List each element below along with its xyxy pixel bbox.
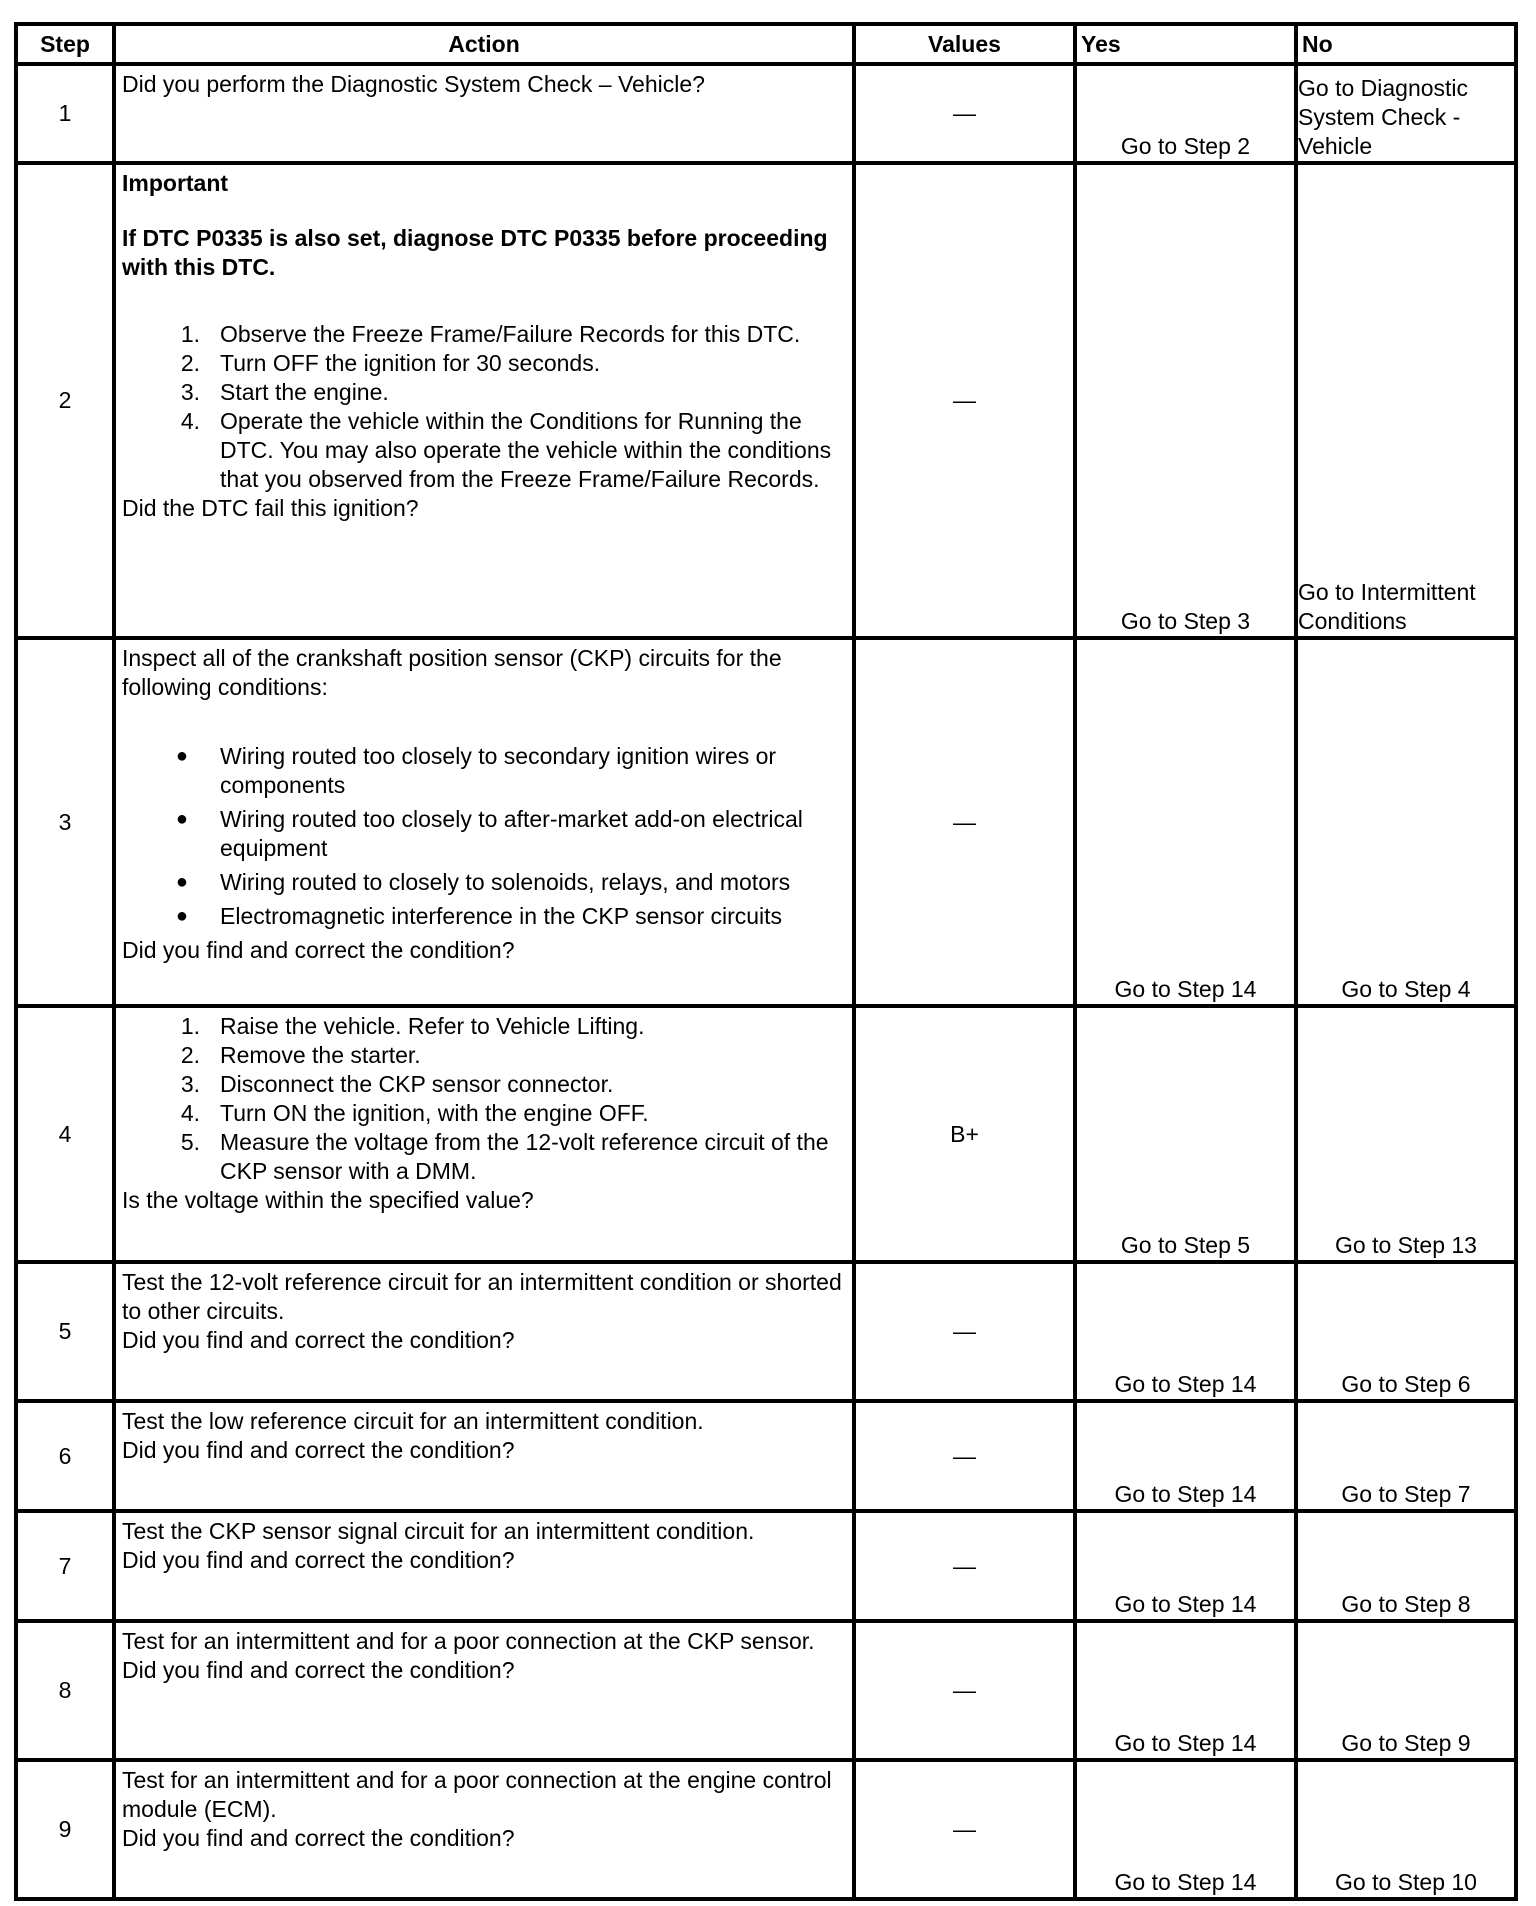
action-cell: [114, 1401, 854, 1511]
list-item: 4. Operate the vehicle within the Conditions for Running the DTC. You may also operate the vehicle within the conditions that you observed from the Freeze Frame/Failure Records.: [180, 408, 832, 492]
action-cell: [114, 1760, 854, 1899]
yes-cell: Go to Step 2: [1075, 64, 1296, 163]
header-no: No: [1296, 24, 1516, 64]
step-number: 9: [16, 1760, 114, 1899]
bullet-icon: ●: [175, 808, 188, 830]
action-intro: Test for an intermittent and for a poor connection at the CKP sensor.: [122, 1628, 815, 1654]
header-step: Step: [16, 24, 114, 64]
action-intro: Test the CKP sensor signal circuit for an intermittent condition.: [122, 1518, 755, 1544]
value-cell: B+: [854, 1006, 1075, 1262]
action-cell: [114, 638, 854, 1006]
header-values: Values: [854, 24, 1075, 64]
no-cell: Go to Step 4: [1296, 638, 1516, 1006]
list-item: ● Wiring routed to closely to solenoids, relays, and motors: [122, 868, 846, 897]
list-item: 4. Turn ON the ignition, with the engine OFF.: [180, 1100, 649, 1126]
action-intro: Test for an intermittent and for a poor connection at the engine control module (ECM).: [122, 1767, 832, 1822]
yes-cell: Go to Step 14: [1075, 1760, 1296, 1899]
step-number: 6: [16, 1401, 114, 1511]
value-cell: —: [854, 1621, 1075, 1760]
step-number: 2: [16, 163, 114, 638]
step-number: 1: [16, 64, 114, 163]
yes-cell: Go to Step 14: [1075, 1621, 1296, 1760]
value-cell: —: [854, 638, 1075, 1006]
no-cell: Go to Diagnostic System Check - Vehicle: [1296, 64, 1516, 163]
value-cell: —: [854, 1511, 1075, 1621]
table-row: [16, 1760, 1516, 1899]
list-item: 2. Turn OFF the ignition for 30 seconds.: [180, 350, 601, 376]
no-cell: Go to Step 8: [1296, 1511, 1516, 1621]
condition-list: [122, 742, 846, 931]
step-number: 5: [16, 1262, 114, 1401]
table-row: [16, 1262, 1516, 1401]
diagnostic-table: [14, 22, 1518, 1901]
step-list: [122, 1012, 846, 1186]
important-label: Important: [122, 170, 229, 196]
list-item: ● Wiring routed too closely to after-market add-on electrical equipment: [122, 805, 846, 863]
value-cell: —: [854, 1262, 1075, 1401]
action-text: Did you perform the Diagnostic System Check – Vehicle?: [122, 71, 705, 97]
question-text: Is the voltage within the specified value?: [122, 1187, 534, 1213]
header-yes: Yes: [1075, 24, 1296, 64]
list-item: 2. Remove the starter.: [180, 1042, 421, 1068]
no-cell: Go to Step 13: [1296, 1006, 1516, 1262]
no-cell: Go to Step 9: [1296, 1621, 1516, 1760]
step-number: 7: [16, 1511, 114, 1621]
no-cell: Go to Step 7: [1296, 1401, 1516, 1511]
action-cell: [114, 1262, 854, 1401]
list-item: 1. Raise the vehicle. Refer to Vehicle Lifting.: [180, 1013, 645, 1039]
value-cell: —: [854, 1760, 1075, 1899]
step-number: 4: [16, 1006, 114, 1262]
yes-cell: Go to Step 3: [1075, 163, 1296, 638]
list-item: ● Electromagnetic interference in the CKP sensor circuits: [122, 902, 846, 931]
no-cell: Go to Step 10: [1296, 1760, 1516, 1899]
action-cell: [114, 163, 854, 638]
value-cell: —: [854, 1401, 1075, 1511]
header-action: Action: [114, 24, 854, 64]
action-cell: [114, 64, 854, 163]
action-cell: [114, 1511, 854, 1621]
list-item: 5. Measure the voltage from the 12-volt reference circuit of the CKP sensor with a DMM.: [180, 1129, 829, 1184]
list-item: 1. Observe the Freeze Frame/Failure Records for this DTC.: [180, 321, 801, 347]
question-text: Did the DTC fail this ignition?: [122, 495, 419, 521]
yes-cell: Go to Step 5: [1075, 1006, 1296, 1262]
question-text: Did you find and correct the condition?: [122, 1825, 515, 1851]
table-row: [16, 163, 1516, 638]
yes-cell: Go to Step 14: [1075, 1401, 1296, 1511]
list-item: ● Wiring routed too closely to secondary ignition wires or components: [122, 742, 846, 800]
action-cell: [114, 1621, 854, 1760]
yes-cell: Go to Step 14: [1075, 1262, 1296, 1401]
bullet-icon: ●: [175, 871, 188, 893]
question-text: Did you find and correct the condition?: [122, 1327, 515, 1353]
bullet-icon: ●: [175, 905, 188, 927]
list-item: 3. Start the engine.: [180, 379, 389, 405]
question-text: Did you find and correct the condition?: [122, 1437, 515, 1463]
table-row: [16, 638, 1516, 1006]
value-cell: —: [854, 64, 1075, 163]
bullet-icon: ●: [175, 745, 188, 767]
table-row: [16, 1401, 1516, 1511]
action-intro: Test the low reference circuit for an intermittent condition.: [122, 1408, 704, 1434]
action-intro: Test the 12-volt reference circuit for an intermittent condition or shorted to other circuits.: [122, 1269, 842, 1324]
yes-cell: Go to Step 14: [1075, 638, 1296, 1006]
value-cell: —: [854, 163, 1075, 638]
action-intro: Inspect all of the crankshaft position sensor (CKP) circuits for the following conditions:: [122, 645, 782, 700]
important-text: If DTC P0335 is also set, diagnose DTC P0335 before proceeding with this DTC.: [122, 225, 828, 280]
question-text: Did you find and correct the condition?: [122, 1547, 515, 1573]
table-row: [16, 1511, 1516, 1621]
table-row: [16, 1621, 1516, 1760]
list-item: 3. Disconnect the CKP sensor connector.: [180, 1071, 614, 1097]
action-cell: [114, 1006, 854, 1262]
table-row: [16, 64, 1516, 163]
yes-cell: Go to Step 14: [1075, 1511, 1296, 1621]
question-text: Did you find and correct the condition?: [122, 1657, 515, 1683]
step-list: [122, 320, 846, 494]
no-cell: Go to Intermittent Conditions: [1296, 163, 1516, 638]
no-cell: Go to Step 6: [1296, 1262, 1516, 1401]
step-number: 8: [16, 1621, 114, 1760]
header-row: [16, 24, 1516, 64]
question-text: Did you find and correct the condition?: [122, 937, 515, 963]
table-row: [16, 1006, 1516, 1262]
step-number: 3: [16, 638, 114, 1006]
